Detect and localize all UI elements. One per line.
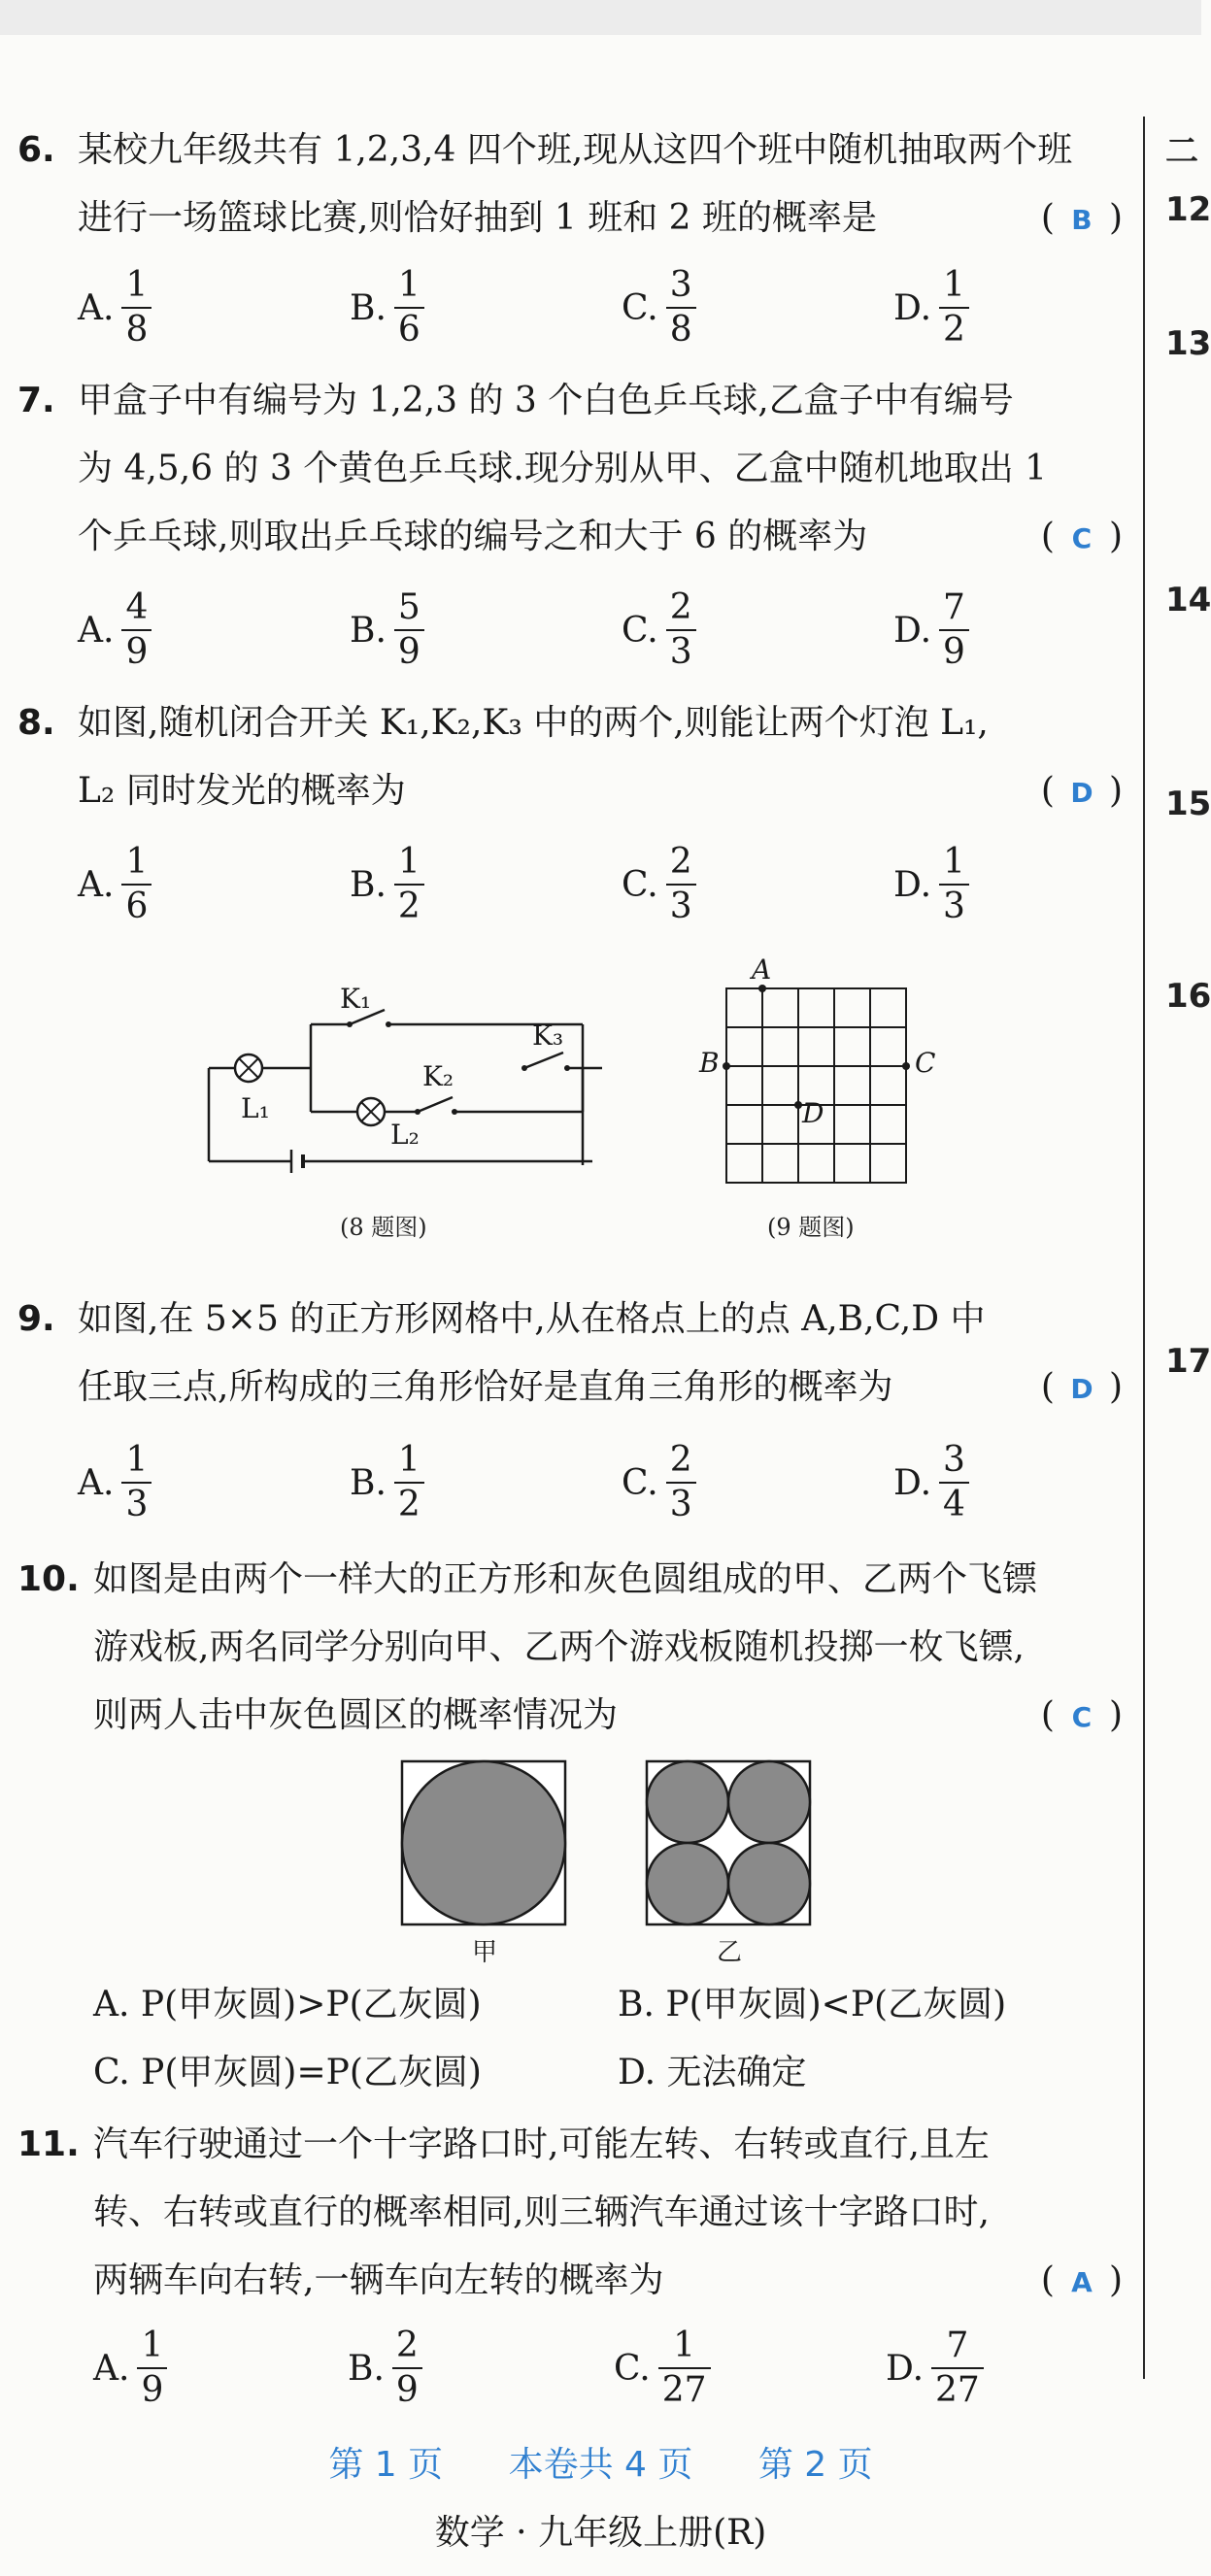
fraction: $\frac{1}{8}$	[121, 268, 151, 348]
option-d: D. $\frac{7}{9}$	[893, 586, 969, 674]
fraction: $\frac{3}{4}$	[939, 1443, 969, 1522]
option-a: A. $\frac{4}{9}$	[78, 586, 151, 674]
option-b: B. P(甲灰圆)<P(乙灰圆)	[618, 1985, 1007, 2024]
label-k2: K₂	[422, 1060, 454, 1092]
fraction: $\frac{1}{6}$	[394, 268, 424, 348]
right-edge-fragment: 15	[1165, 785, 1211, 823]
option-b: B. $\frac{1}{6}$	[350, 264, 424, 351]
board-yi-label: 乙	[717, 1938, 743, 1967]
question-7	[17, 367, 1134, 571]
option-a: A. $\frac{1}{6}$	[78, 841, 151, 928]
point-a	[758, 985, 766, 992]
label-k1: K₁	[340, 983, 372, 1015]
total-pages: 本卷共 4 页	[508, 2445, 693, 2485]
question-text: 转、右转或直行的概率相同,则三辆汽车通过该十字路口时,	[93, 2192, 990, 2232]
option-c: C. P(甲灰圆)=P(乙灰圆)	[93, 2053, 482, 2092]
fraction: $\frac{2}{9}$	[392, 2328, 422, 2408]
question-number: 11.	[17, 2124, 80, 2164]
label-l1: L₁	[241, 1092, 270, 1124]
lamp-l1	[235, 1054, 262, 1082]
fraction: $\frac{1}{2}$	[394, 1443, 424, 1522]
option-d: D. $\frac{1}{3}$	[893, 841, 969, 928]
figure-8-caption: (8 题图)	[340, 1214, 427, 1241]
label-c: C	[915, 1047, 936, 1079]
question-6	[17, 117, 1134, 252]
fraction: $\frac{7}{27}$	[931, 2328, 984, 2408]
right-edge-fragment: 16	[1165, 977, 1211, 1016]
question-text: 两辆车向右转,一辆车向左转的概率为	[93, 2260, 664, 2300]
question-8	[17, 689, 1134, 825]
question-10	[17, 1546, 1134, 1750]
label-l2: L₂	[390, 1119, 420, 1151]
dart-boards-figure	[398, 1757, 816, 1932]
question-text: 任取三点,所构成的三角形恰好是直角三角形的概率为	[78, 1367, 893, 1407]
answer-bracket: ( C )	[1041, 1682, 1123, 1752]
label-a: A	[752, 953, 772, 986]
fraction: $\frac{1}{9}$	[137, 2328, 167, 2408]
option-b: B. $\frac{1}{2}$	[350, 1439, 424, 1526]
page-left: 第 1 页	[328, 2445, 444, 2485]
answer-bracket: ( A )	[1041, 2247, 1123, 2317]
question-text: 如图,随机闭合开关 K₁,K₂,K₃ 中的两个,则能让两个灯泡 L₁,	[78, 703, 989, 743]
fraction: $\frac{2}{3}$	[666, 1443, 696, 1522]
fraction: $\frac{1}{2}$	[394, 845, 424, 924]
option-a: A. $\frac{1}{3}$	[78, 1439, 151, 1526]
question-text: 某校九年级共有 1,2,3,4 四个班,现从这四个班中随机抽取两个班	[78, 130, 1073, 170]
right-edge-fragment: 二	[1165, 132, 1198, 171]
question-number: 10.	[17, 1559, 80, 1599]
question-text: 游戏板,两名同学分别向甲、乙两个游戏板随机投掷一枚飞镖,	[93, 1627, 1025, 1667]
answer-letter: D	[1070, 1373, 1093, 1405]
question-text: 个乒乓球,则取出乒乓球的编号之和大于 6 的概率为	[78, 517, 868, 556]
option-d: D. $\frac{7}{27}$	[886, 2325, 984, 2412]
option-c: C. $\frac{3}{8}$	[622, 264, 696, 351]
subject-line: 数学 · 九年级上册(R)	[434, 2513, 767, 2553]
option-a: A. $\frac{1}{8}$	[78, 264, 151, 351]
option-b: B. $\frac{5}{9}$	[350, 586, 424, 674]
grid-diagram	[719, 981, 913, 1175]
page-right: 第 2 页	[757, 2445, 873, 2485]
board-jia	[402, 1761, 565, 1924]
answer-letter: D	[1070, 777, 1093, 809]
fraction: $\frac{1}{2}$	[939, 268, 969, 348]
fraction: $\frac{4}{9}$	[121, 590, 151, 670]
question-number: 7.	[17, 381, 55, 420]
fraction: $\frac{1}{6}$	[121, 845, 151, 924]
answer-letter: C	[1071, 1701, 1093, 1733]
question-9	[17, 1286, 1134, 1422]
option-c: C. $\frac{1}{27}$	[614, 2325, 711, 2412]
question-text: 如图是由两个一样大的正方形和灰色圆组成的甲、乙两个飞镖	[93, 1559, 1038, 1599]
option-d: D. $\frac{1}{2}$	[893, 264, 969, 351]
option-c: C. $\frac{2}{3}$	[622, 841, 696, 928]
fraction: $\frac{2}{3}$	[666, 845, 696, 924]
question-text: 为 4,5,6 的 3 个黄色乒乓球.现分别从甲、乙盒中随机地取出 1	[78, 449, 1048, 488]
question-number: 8.	[17, 703, 55, 743]
fraction: $\frac{5}{9}$	[394, 590, 424, 670]
option-c: C. $\frac{2}{3}$	[622, 586, 696, 674]
option-d: D. $\frac{3}{4}$	[893, 1439, 969, 1526]
lamp-l2	[357, 1098, 385, 1125]
option-d: D. 无法确定	[618, 2053, 807, 2092]
board-yi	[647, 1761, 810, 1924]
answer-letter: C	[1071, 522, 1093, 554]
fraction: $\frac{2}{3}$	[666, 590, 696, 670]
question-text: 则两人击中灰色圆区的概率情况为	[93, 1695, 619, 1735]
answer-letter: B	[1071, 204, 1093, 236]
question-text: 进行一场篮球比赛,则恰好抽到 1 班和 2 班的概率是	[78, 198, 878, 238]
fraction: $\frac{1}{3}$	[939, 845, 969, 924]
right-edge-fragment: 14	[1165, 581, 1211, 619]
label-b: B	[699, 1047, 720, 1079]
top-shadow	[0, 0, 1201, 35]
question-11	[17, 2111, 1134, 2315]
point-d	[794, 1101, 802, 1109]
option-a: A. P(甲灰圆)>P(乙灰圆)	[93, 1985, 482, 2024]
label-d: D	[802, 1097, 824, 1129]
figure-9-caption: (9 题图)	[767, 1214, 855, 1241]
board-jia-label: 甲	[472, 1938, 498, 1967]
label-k3: K₃	[532, 1020, 564, 1052]
right-edge-fragment: 12	[1165, 190, 1211, 229]
right-edge-fragment: 17	[1165, 1342, 1211, 1381]
question-text: 如图,在 5×5 的正方形网格中,从在格点上的点 A,B,C,D 中	[78, 1299, 986, 1339]
point-b	[723, 1062, 730, 1070]
page-reference	[0, 2437, 1201, 2487]
question-number: 9.	[17, 1299, 55, 1339]
question-text: 汽车行驶通过一个十字路口时,可能左转、右转或直行,且左	[93, 2124, 990, 2164]
fraction: $\frac{1}{27}$	[658, 2328, 711, 2408]
answer-letter: A	[1071, 2266, 1093, 2298]
point-c	[902, 1062, 910, 1070]
right-edge-fragment: 13	[1165, 324, 1211, 363]
question-text: L₂ 同时发光的概率为	[78, 771, 406, 811]
option-c: C. $\frac{2}{3}$	[622, 1439, 696, 1526]
column-divider	[1143, 117, 1145, 2379]
answer-bracket: ( C )	[1041, 503, 1123, 573]
answer-bracket: ( B )	[1041, 184, 1123, 254]
fraction: $\frac{1}{3}$	[121, 1443, 151, 1522]
fraction: $\frac{7}{9}$	[939, 590, 969, 670]
answer-bracket: ( D )	[1041, 757, 1123, 827]
option-a: A. $\frac{1}{9}$	[93, 2325, 167, 2412]
option-b: B. $\frac{2}{9}$	[348, 2325, 422, 2412]
question-text: 甲盒子中有编号为 1,2,3 的 3 个白色乒乓球,乙盒子中有编号	[78, 381, 1014, 420]
fraction: $\frac{3}{8}$	[666, 268, 696, 348]
question-number: 6.	[17, 130, 55, 170]
answer-bracket: ( D )	[1041, 1354, 1123, 1423]
option-b: B. $\frac{1}{2}$	[350, 841, 424, 928]
